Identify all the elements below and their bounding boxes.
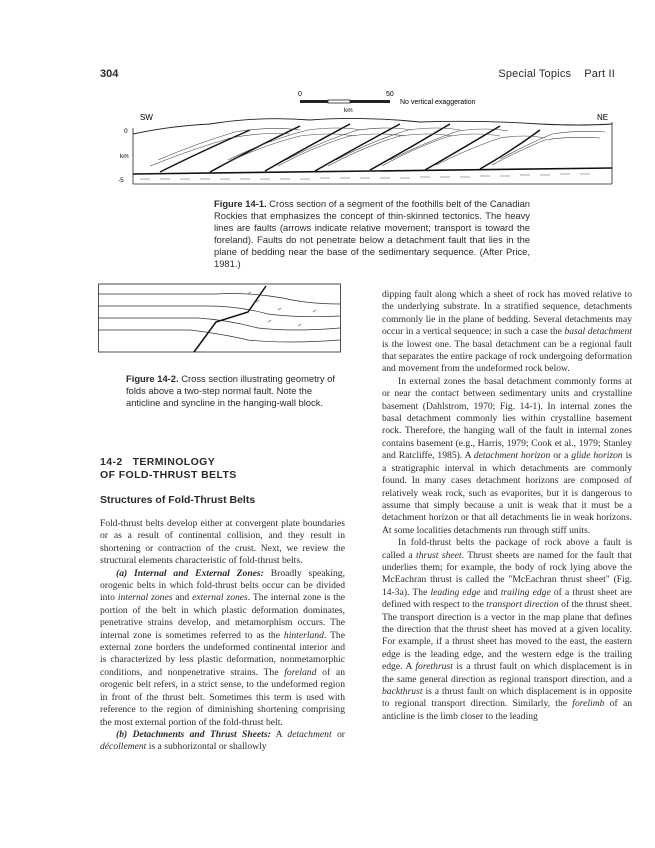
- section-title-line1: TERMINOLOGY: [132, 456, 216, 468]
- scale-tick-50: 50: [386, 91, 394, 98]
- section-title-line2: OF FOLD-THRUST BELTS: [100, 469, 237, 481]
- depth-tick-0: 0: [124, 128, 128, 135]
- term: external zones: [192, 592, 248, 604]
- text-run: dipping fault along which a sheet of rock has moved relative to the underlying substrate. In a stratified sequence, detachments commonly lie in the plane of bedding. Several detachments may occur in a vertical sequence; in such a case the: [382, 289, 632, 338]
- text-run: or: [331, 728, 345, 740]
- term: décollement: [100, 741, 147, 753]
- term: detachment horizon: [473, 450, 551, 462]
- thrust-fault: [265, 124, 350, 171]
- text-run: is the lowest one. The basal detachment can be a regional fault that separates the entire package of rock undergoing deformation and movement from the undeformed rock below.: [382, 338, 632, 375]
- thrust-fault: [160, 130, 250, 172]
- term: trailing edge: [500, 586, 551, 598]
- exaggeration-note: No vertical exaggeration: [400, 99, 476, 106]
- text-run: A: [270, 728, 288, 740]
- text-run: of an orogenic belt refers, in a strict sense, to the undeformed region in front of the thrust belt. Sometimes this term is used with reference to the region of diminishing shortening comprising the most external portion of the fold-thrust belt.: [100, 666, 345, 728]
- thrust-fault: [210, 126, 300, 172]
- term: hinterland: [283, 629, 324, 641]
- term: internal zones: [117, 592, 173, 604]
- running-head: Special Topics Part II: [498, 68, 615, 80]
- term: transport direction: [486, 599, 559, 611]
- caption-label: Figure 14-1.: [214, 198, 267, 209]
- subsection-title: Structures of Fold-Thrust Belts: [100, 494, 256, 506]
- figure-14-2-cross-section: [98, 282, 348, 354]
- term: thrust sheet: [416, 549, 462, 561]
- paragraph: [100, 568, 345, 729]
- page-number: 304: [100, 68, 119, 80]
- text-run: . Thrust sheets are named for the fault that underlies them; for example, the body of rock lying above the McEachran thrust is called the "McEachran thrust sheet" (Fig. 14-3a). The: [382, 549, 632, 598]
- term: leading edge: [430, 586, 481, 598]
- term: detachment: [287, 728, 332, 740]
- section-heading: [100, 456, 215, 468]
- bedding-line: [98, 294, 340, 305]
- bedding-line: [98, 318, 340, 330]
- term: basal detachment: [564, 326, 632, 338]
- scale-bar-segment: [328, 100, 350, 103]
- depth-unit-label: km: [120, 153, 129, 160]
- run-in-heading: (b) Detachments and Thrust Sheets:: [116, 728, 271, 740]
- text-run: is a thrust fault on which displacement is in opposite to regional transport direction. Similarly, the: [382, 686, 632, 710]
- text-run: of the thrust sheet. The transport direction is a vector in the map plane that defines the direction that the thrust sheet has moved at a given locality. For example, if a thrust sheet has moved to the east, the eastern edge is the leading edge, and the western edge is the trailing edge. A: [382, 599, 632, 673]
- text-run: of an anticline is the limb closer to the leading: [382, 698, 633, 722]
- caption-text: Cross section of a segment of the foothills belt of the Canadian Rockies that emphasizes the concept of thin-skinned tectonics. The heavy lines are faults (arrows indicate relative movement; transport is toward the foreland). Faults do not penetrate below a detachment fault that lies in the plane of bedding near the base of the sedimentary sequence. (After Price, 1981.): [214, 198, 530, 269]
- left-column: [100, 518, 345, 754]
- scale-unit-label: km: [344, 107, 353, 114]
- paragraph: [100, 729, 345, 754]
- paragraph: [382, 537, 632, 723]
- text-run: is a thrust fault on which displacement is in the same general direction as regional transport direction, and a: [382, 661, 632, 685]
- term: glide horizon: [571, 450, 623, 462]
- bedding-lines: [150, 128, 605, 166]
- text-run: and: [172, 592, 193, 604]
- thrust-fault: [315, 124, 400, 171]
- paragraph: Fold-thrust belts develop either at convergent plate boundaries or as a result of continental collision, and they result in shortening or contraction of the crust. Next, we review the structural elements characteristic of fold-thrust belts.: [100, 518, 345, 567]
- text-run: Broadly speaking, orogenic belts in which fold-thrust belts occur can be divided into: [100, 567, 345, 604]
- run-in-heading: (a) Internal and External Zones:: [116, 567, 264, 579]
- caption-text: Cross section illustrating geometry of folds above a two-step normal fault. Note the anticline and syncline in the hanging-wall block.: [126, 373, 335, 408]
- sw-label: SW: [140, 113, 153, 122]
- figure-14-1-caption: [214, 198, 530, 270]
- text-run: and: [480, 586, 501, 598]
- basement-pattern: [140, 174, 590, 179]
- term: forelimb: [572, 698, 605, 710]
- scale-bar-segment: [350, 100, 390, 103]
- depth-tick-minus5: -5: [118, 177, 124, 184]
- term: forethrust: [415, 661, 453, 673]
- text-run: is a stratigraphic interval in which detachments are commonly found. In many cases detachment horizons are composed of relatively weak rock, such as evaporites, but it is dangerous to assume that simply because a unit is weak that it must be a detachment horizon or that all detachments lie in weak horizons. At some localities detachments run through stiff units.: [382, 450, 632, 536]
- text-run: is a subhorizontal or shallowly: [146, 741, 267, 753]
- term: foreland: [284, 666, 317, 678]
- text-run: . The external zone borders the undeformed continental interior and is characterized by less plastic deformation, nonmetamorphic conditions, and nonpenetrative strains. The: [100, 629, 345, 678]
- text-run: In fold-thrust belts the package of rock above a fault is called a: [382, 537, 632, 561]
- text-run: In external zones the basal detachment commonly forms at or near the contact between sedimentary units and crystalline basement (Dahlstrom, 1970; Fig. 14-1). In internal zones the basal detachment commonly lies within crystalline basement rock. Therefore, the hanging wall of the fault in internal zones contains basement (e.g., Harris, 1979; Cook et al., 1979; Stanley and Ratcliffe, 1985). A: [382, 375, 632, 462]
- bedding-line: [98, 306, 340, 317]
- scale-bar-segment: [300, 100, 328, 103]
- text-run: or a: [550, 450, 572, 462]
- paragraph: [382, 376, 632, 537]
- term: backthrust: [382, 686, 423, 697]
- thrust-fault: [480, 130, 540, 169]
- scale-tick-0: 0: [298, 91, 302, 98]
- two-step-normal-fault: [194, 286, 266, 352]
- figure-14-1-cross-section: [100, 86, 630, 198]
- text-run: of a thrust sheet are defined with respect to the: [382, 586, 632, 611]
- caption-label: Figure 14-2.: [126, 373, 179, 384]
- ne-label: NE: [597, 113, 609, 122]
- figure-14-2-caption: [126, 373, 338, 409]
- topographic-surface: [133, 118, 612, 134]
- paragraph: [382, 289, 632, 376]
- text-run: . The internal zone is the portion of the belt in which plastic deformation dominates, penetrative strains develop, and metamorphism occurs. The internal zone is sometimes referred to as the: [100, 592, 345, 641]
- section-number: 14-2: [100, 456, 123, 468]
- right-column: [382, 289, 632, 723]
- bedding-line: [98, 330, 340, 342]
